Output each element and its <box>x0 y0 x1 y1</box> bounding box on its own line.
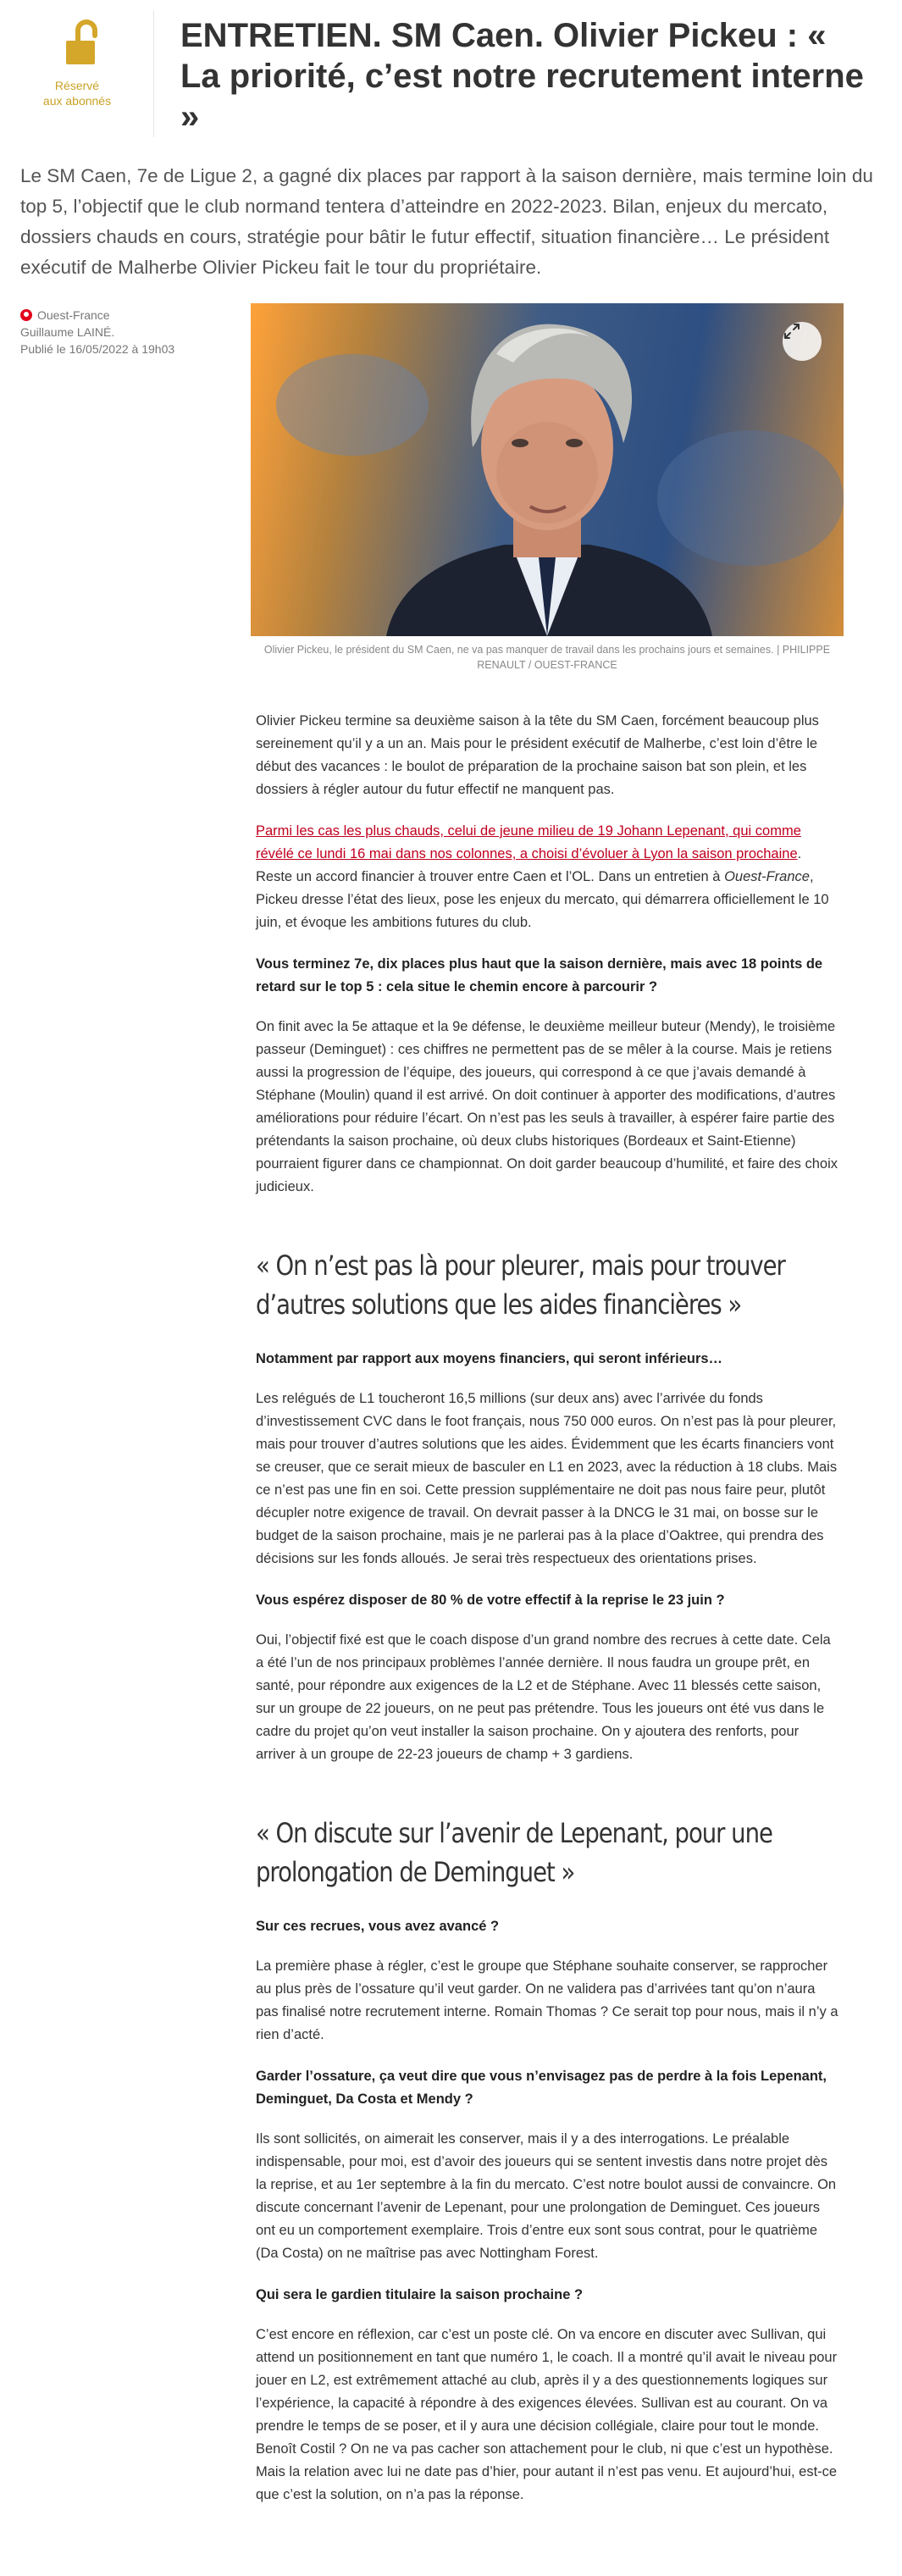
premium-label: Réservé aux abonnés <box>42 79 112 108</box>
portrait-illustration <box>251 303 844 636</box>
article-body <box>256 710 840 2525</box>
ouest-france-logo-icon <box>20 309 32 321</box>
interview-answer: Les relégués de L1 toucheront 16,5 millions (sur deux ans) avec l’arrivée du fonds d’investissement CVC dans le foot français, nous 750 000 euros. On n’est pas là pour pleurer, mais pour trouver d’autres solutions que les aides. Évidemment que les écarts financiers vont se creuser, que ce serait mieux de basculer en L1 en 2023, avec la réduction à 18 clubs. Mais ce n’est pas une fin en soi. Cette pression supplémentaire ne doit pas nous faire peur, plutôt décupler notre exigence de travail. On devrait passer à la DNCG le 31 mai, on bosse sur le budget de la saison prochaine, mais je ne parlerai pas à la place d’Oaktree, qui prendra des décisions sur les fonds alloués. Je serai très respectueux des orientations prises. <box>256 1391 838 1566</box>
premium-badge <box>19 10 154 137</box>
article-photo <box>251 303 844 636</box>
unlocked-padlock-icon <box>64 17 102 68</box>
interview-question: Vous terminez 7e, dix places plus haut que la saison dernière, mais avec 18 points de retard sur le top 5 : cela situe le chemin encore à parcourir ? <box>256 956 823 994</box>
interview-question: Garder l’ossature, ça veut dire que vous n’envisagez pas de perdre à la fois Lepenant, Deminguet, Da Costa et Mendy ? <box>256 2069 827 2107</box>
photo-caption: Olivier Pickeu, le président du SM Caen, ne va pas manquer de travail dans les prochains jours et semaines. | PHILIPPE RENAULT / OUEST-FRANCE <box>263 644 831 671</box>
interview-question: Notamment par rapport aux moyens financiers, qui seront inférieurs… <box>256 1351 723 1366</box>
article-headline: ENTRETIEN. SM Caen. Olivier Pickeu : « La priorité, c’est notre recrutement interne » <box>180 17 864 136</box>
author-name: Guillaume LAINÉ. <box>20 325 115 339</box>
source[interactable] <box>20 307 232 324</box>
interview-answer: Oui, l’objectif fixé est que le coach dispose d’un grand nombre des recrues à cette date. Cela a été l’un de nos principaux problèmes l’année dernière. Il nous faudra un groupe prêt, en santé, pour répondre aux exigences de la L2 et de Stéphane. Avec 11 blessés cette saison, sur un groupe de 22 joueurs, on ne peut pas prétendre. Tous les joueurs ont été vus dans le cadre du projet qu’on veut installer la saison prochaine. On y ajoutera des renforts, pour arriver à un groupe de 22-23 joueurs de champ + 3 gardiens. <box>256 1632 831 1762</box>
paragraph: Olivier Pickeu termine sa deuxième saison à la tête du SM Caen, forcément beaucoup plus sereinement qu’il y a un an. Mais pour le président exécutif de Malherbe, c’est loin d’être le début des vacances : le boulot de préparation de la prochaine saison bat son plein, et les dossiers à régler autour du futur effectif ne manquent pas. <box>256 713 819 797</box>
source-name: Ouest-France <box>37 308 110 322</box>
interview-answer: C’est encore en réflexion, car c’est un poste clé. On va encore en discuter avec Sullivan, qui attend un positionnement en tant que numéro 1, le coach. Il a montré qu’il avait le niveau pour jouer en L2, est extrêmement attaché au club, après il y a des questionnements logiques sur l’expérience, la capacité à répondre à des exigences élevées. Sullivan est au courant. On va prendre le temps de se poser, et il y aura une décision collégiale, claire pour tout le monde. Benoît Costil ? On ne va pas cacher son attachement pour le club, ni que c’est un hypothèse. Mais la relation avec lui ne date pas d’hier, pour autant il n’est pas venu. Et aujourd’hui, est-ce que c’est la solution, on n’a pas la réponse. <box>256 2327 838 2502</box>
paragraph: Parmi les cas les plus chauds, celui de jeune milieu de 19 Johann Lepenant, qui comme révélé ce lundi 16 mai dans nos colonnes, a choisi d’évoluer à Lyon la saison prochaine. Reste un accord financier à trouver entre Caen et l’OL. Dans un entretien à Ouest-France, Pickeu dresse l’état des lieux, pose les enjeux du mercato, qui démarrera officiellement le 10 juin, et évoque les ambitions futures du club. <box>256 823 829 930</box>
byline <box>20 307 232 357</box>
interview-question: Vous espérez disposer de 80 % de votre effectif à la reprise le 23 juin ? <box>256 1593 725 1608</box>
section-heading: « On n’est pas là pour pleurer, mais pour trouver d’autres solutions que les aides financières » <box>256 1249 785 1321</box>
expand-photo-button[interactable] <box>783 322 822 361</box>
interview-answer: On finit avec la 5e attaque et la 9e défense, le deuxième meilleur buteur (Mendy), le troisième passeur (Deminguet) : ces chiffres ne permettent pas de se mêler à la course. Mais je retiens aussi la progression de l’équipe, des joueurs, qui correspond à ce que j’avais demandé à Stéphane (Moulin) quand il est arrivé. On doit continuer à apporter des modifications, d’autres améliorations pour réduire l’écart. On n’est pas les seuls à travailler, à espérer faire partie des prétendants la saison prochaine, où deux clubs historiques (Bordeaux et Saint-Etienne) pourraient figurer dans ce championnat. On doit garder beaucoup d’humilité, et faire des choix judicieux. <box>256 1019 838 1194</box>
interview-question: Sur ces recrues, vous avez avancé ? <box>256 1919 500 1934</box>
interview-question: Qui sera le gardien titulaire la saison prochaine ? <box>256 2287 584 2302</box>
interview-answer: La première phase à régler, c’est le groupe que Stéphane souhaite conserver, se rapprocher au plus près de l’ossature qu’il veut garder. On ne validera pas d’arrivées tant qu’on n’aura pas finalisé notre recrutement interne. Romain Thomas ? Ce serait top pour nous, mais il n’y a rien d’acté. <box>256 1958 838 2042</box>
lepenant-article-link[interactable]: Parmi les cas les plus chauds, celui de jeune milieu de 19 Johann Lepenant, qui comme révélé ce lundi 16 mai dans nos colonnes, a choisi d’évoluer à Lyon la saison prochaine <box>256 823 801 861</box>
interview-answer: Ils sont sollicités, on aimerait les conserver, mais il y a des interrogations. Le préalable indispensable, pour moi, est d’avoir des joueurs qui se sentent investis dans notre projet dès la reprise, et au 1er septembre à la fin du mercato. C’est notre boulot aussi de convaincre. On discute concernant l’avenir de Lepenant, pour une prolongation de Deminguet. Ces joueurs ont eu un comportement exemplaire. Trois d’entre eux sont sous contrat, pour le quatrième (Da Costa) on ne maîtrise pas avec Nottingham Forest. <box>256 2131 837 2261</box>
article-lead: Le SM Caen, 7e de Ligue 2, a gagné dix places par rapport à la saison dernière, mais termine loin du top 5, l’objectif que le club normand tentera d’atteindre en 2022-2023. Bilan, enjeux du mercato, dossiers chauds en cours, stratégie pour bâtir le futur effectif, situation financière… Le président exécutif de Malherbe Olivier Pickeu fait le tour du propriétaire. <box>20 165 873 278</box>
publish-date: Publié le 16/05/2022 à 19h03 <box>20 342 175 356</box>
expand-arrows-icon <box>783 322 801 341</box>
section-heading: « On discute sur l’avenir de Lepenant, pour une prolongation de Deminguet » <box>256 1817 772 1888</box>
